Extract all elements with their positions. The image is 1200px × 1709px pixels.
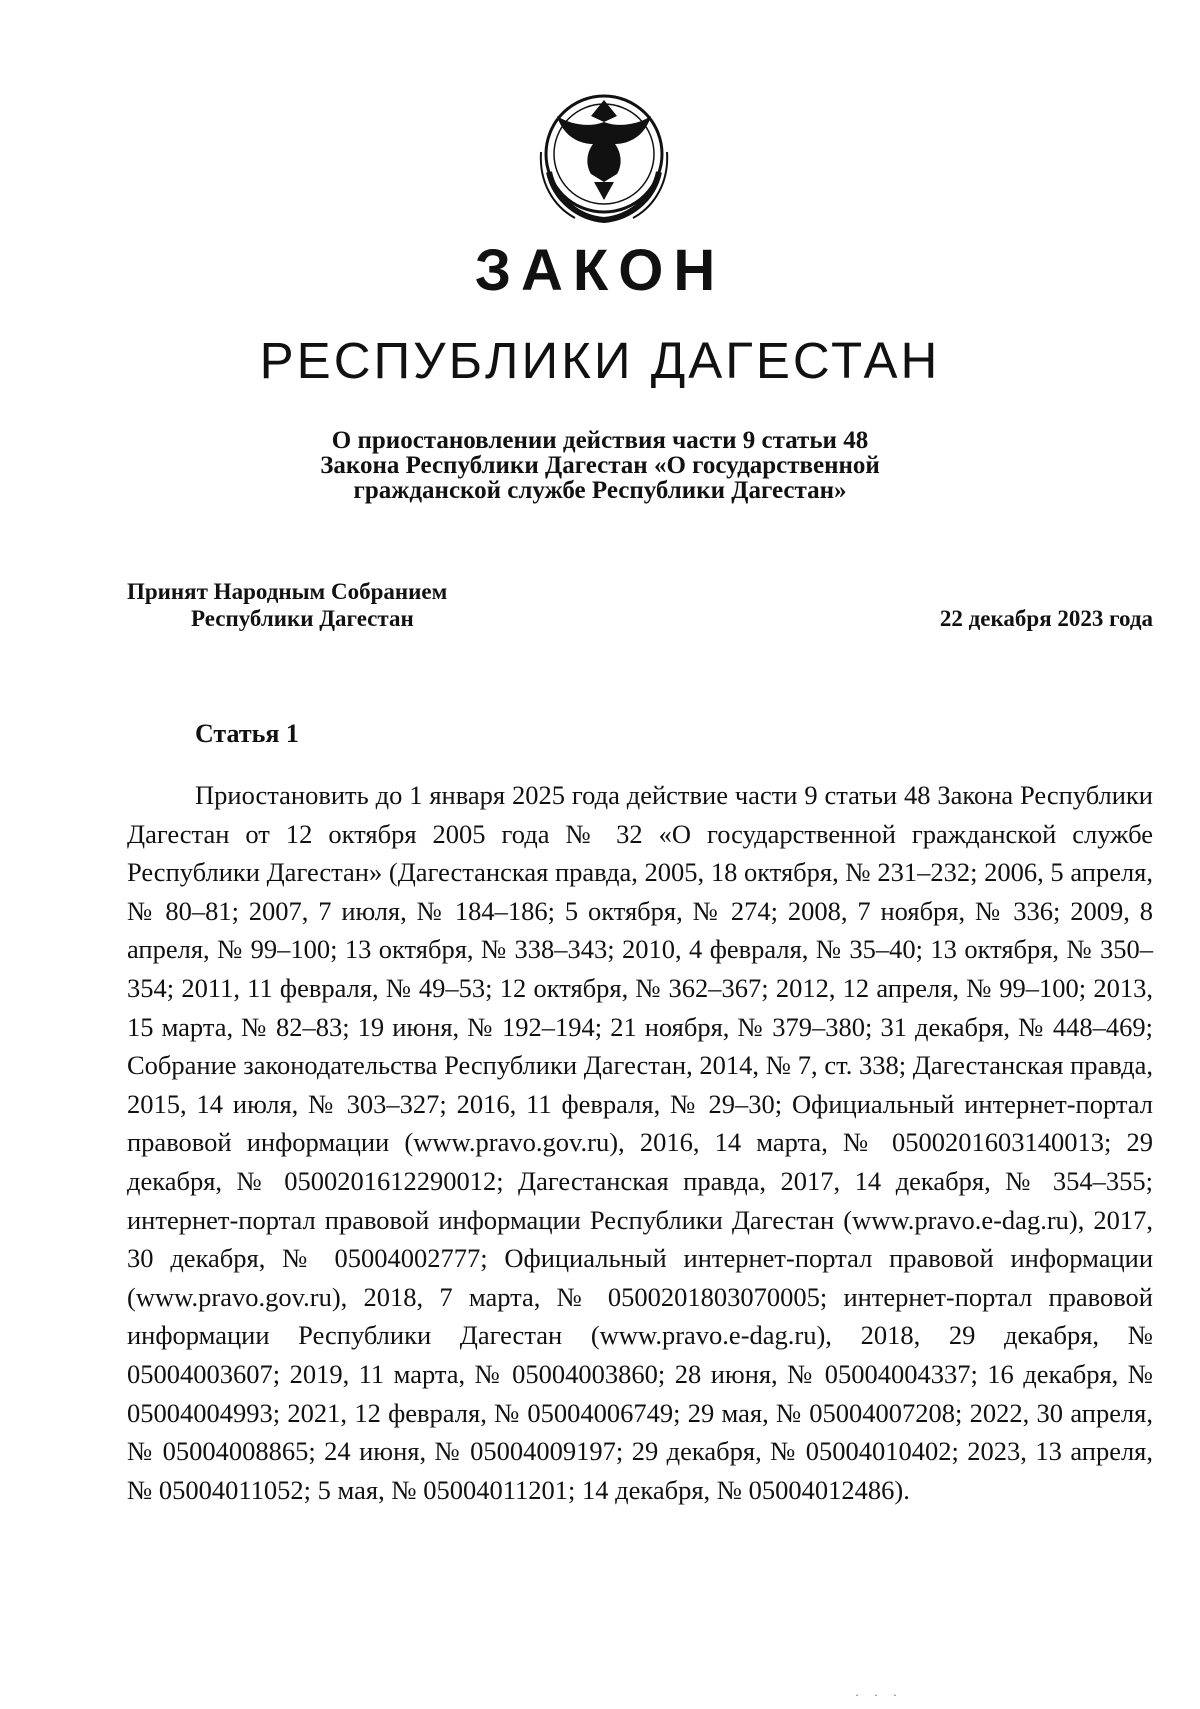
article-heading: Статья 1 bbox=[195, 719, 299, 748]
republic-name: РЕСПУБЛИКИ ДАГЕСТАН bbox=[259, 332, 941, 389]
law-subject bbox=[0, 428, 1200, 503]
adoption-line: Принят Народным Собранием bbox=[127, 579, 448, 604]
adoption-line: Республики Дагестан bbox=[191, 606, 414, 631]
scan-marks: · · · bbox=[855, 1688, 903, 1702]
law-title: ЗАКОН bbox=[474, 238, 726, 303]
dagestan-coat-of-arms-icon bbox=[529, 82, 679, 230]
article-body: Приостановить до 1 января 2025 года действие части 9 статьи 48 Закона Республики Дагестан от 12 октября 2005 года № 32 «О государственной гражданской службе Республики Дагестан» (Дагестанская правда, 2005, 18 октября, № 231–232; 2006, 5 апреля, № 80–81; 2007, 7 июля, № 184–186; 5 октября, № 274; 2008, 7 ноября, № 336; 2009, 8 апреля, № 99–100; 13 октября, № 338–343; 2010, 4 февраля, № 35–40; 13 октября, № 350–354; 2011, 11 февраля, № 49–53; 12 октября, № 362–367; 2012, 12 апреля, № 99–100; 2013, 15 марта, № 82–83; 19 июня, № 192–194; 21 ноября, № 379–380; 31 декабря, № 448–469; Собрание законодательства Республики Дагестан, 2014, № 7, ст. 338; Дагестанская правда, 2015, 14 июля, № 303–327; 2016, 11 февраля, № 29–30; Официальный интернет-портал правовой информации (www.pravo.gov.ru), 2016, 14 марта, № 0500201603140013; 29 декабря, № 0500201612290012; Дагестанская правда, 2017, 14 декабря, № 354–355; интернет-портал правовой информации Республики Дагестан (www.pravo.e-dag.ru), 2017, 30 декабря, № 05004002777; Официальный интернет-портал правовой информации (www.pravo.gov.ru), 2018, 7 марта, № 0500201803070005; интернет-портал правовой информации Республики Дагестан (www.pravo.e-dag.ru), 2018, 29 декабря, № 05004003607; 2019, 11 марта, № 05004003860; 28 июня, № 05004004337; 16 декабря, № 05004004993; 2021, 12 февраля, № 05004006749; 29 мая, № 05004007208; 2022, 30 апреля, № 05004008865; 24 июня, № 05004009197; 29 декабря, № 05004010402; 2023, 13 апреля, № 05004011052; 5 мая, № 05004011201; 14 декабря, № 05004012486). bbox=[127, 780, 1153, 1505]
adoption-statement bbox=[127, 578, 447, 632]
adoption-date: 22 декабря 2023 года bbox=[939, 606, 1153, 631]
subject-line: Закона Республики Дагестан «О государственной bbox=[320, 452, 880, 479]
subject-line: гражданской службе Республики Дагестан» bbox=[353, 477, 847, 504]
subject-line: О приостановлении действия части 9 статьи 48 bbox=[331, 427, 869, 454]
